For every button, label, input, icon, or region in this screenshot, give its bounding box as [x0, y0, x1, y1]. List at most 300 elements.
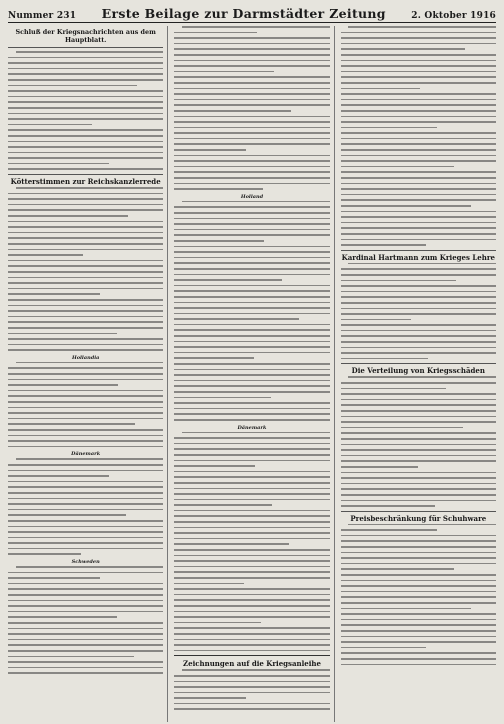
text-line	[8, 152, 163, 154]
text-line	[174, 223, 329, 225]
divider	[341, 511, 496, 512]
text-line	[8, 464, 163, 466]
text-line	[341, 76, 496, 78]
text-line	[341, 399, 496, 401]
text-line	[8, 333, 117, 335]
text-line	[174, 692, 329, 694]
text-line	[174, 110, 290, 112]
text-line	[8, 79, 163, 81]
text-line	[341, 341, 496, 343]
text-line	[341, 352, 496, 354]
text-line	[174, 132, 329, 134]
text-line	[8, 390, 163, 392]
text-line	[341, 427, 464, 429]
text-line	[174, 488, 329, 490]
text-line	[174, 611, 329, 613]
text-line	[174, 71, 273, 73]
text-line	[341, 432, 496, 434]
text-line	[341, 116, 496, 118]
text-line	[8, 310, 163, 312]
text-line	[8, 407, 163, 409]
text-line	[341, 466, 419, 468]
text-line	[8, 656, 134, 658]
text-line	[8, 265, 163, 267]
text-line	[341, 60, 496, 62]
text-line	[8, 548, 163, 550]
text-line	[8, 157, 163, 159]
text-line	[341, 177, 496, 179]
text-line	[341, 641, 496, 643]
text-line	[174, 465, 255, 467]
text-line	[348, 376, 496, 378]
heading-shoe-prices: Preisbeschränkung für Schuhware	[350, 513, 487, 523]
text-line	[8, 209, 163, 211]
text-line	[341, 574, 496, 576]
text-line	[174, 166, 329, 168]
text-line	[16, 51, 164, 53]
text-line	[341, 460, 496, 462]
text-line	[174, 681, 329, 683]
text-line	[8, 498, 163, 500]
text-line	[174, 313, 329, 315]
text-line	[8, 367, 163, 369]
text-line	[174, 402, 329, 404]
text-line	[8, 622, 163, 624]
text-line	[174, 149, 245, 151]
text-line	[174, 419, 329, 421]
text-line	[341, 93, 496, 95]
text-line	[8, 401, 163, 403]
text-line	[341, 268, 496, 270]
body-text	[174, 669, 329, 710]
text-line	[8, 146, 163, 148]
text-line	[8, 583, 163, 585]
text-line	[8, 299, 163, 301]
text-line	[174, 302, 329, 304]
text-line	[341, 160, 496, 162]
text-line	[341, 455, 496, 457]
text-line	[341, 585, 496, 587]
text-line	[341, 449, 496, 451]
text-line	[174, 37, 329, 39]
text-line	[341, 416, 496, 418]
text-line	[174, 251, 329, 253]
text-line	[174, 116, 329, 118]
text-line	[341, 244, 426, 246]
text-line	[174, 675, 329, 677]
text-line	[8, 321, 163, 323]
text-line	[341, 330, 496, 332]
text-line	[8, 90, 163, 92]
text-line	[341, 652, 496, 654]
text-line	[341, 37, 496, 39]
text-line	[174, 357, 253, 359]
text-line	[341, 104, 496, 106]
text-line	[174, 566, 329, 568]
body-text	[8, 187, 163, 351]
text-line	[341, 619, 496, 621]
text-line	[16, 187, 164, 189]
text-line	[8, 446, 163, 448]
text-line	[8, 107, 163, 109]
text-line	[174, 650, 329, 652]
subheading-holland: Holland	[240, 193, 264, 200]
text-line	[174, 510, 329, 512]
column-middle	[174, 26, 334, 722]
text-line	[8, 232, 163, 234]
text-line	[341, 99, 496, 101]
text-line	[174, 285, 329, 287]
text-line	[174, 627, 329, 629]
text-line	[174, 93, 329, 95]
text-line	[8, 277, 163, 279]
text-line	[341, 347, 496, 349]
text-line	[182, 26, 330, 28]
text-line	[174, 605, 329, 607]
text-line	[174, 218, 329, 220]
text-line	[174, 622, 261, 624]
issue-date: 2. Oktober 1916	[411, 11, 496, 21]
text-line	[8, 616, 117, 618]
text-line	[341, 274, 496, 276]
text-line	[174, 234, 329, 236]
text-line	[174, 644, 329, 646]
text-line	[341, 647, 426, 649]
text-line	[341, 483, 496, 485]
subheading-hollandia: Hollandia	[71, 354, 100, 361]
text-line	[8, 129, 163, 131]
text-line	[341, 624, 496, 626]
text-line	[341, 500, 496, 502]
body-text	[8, 458, 163, 555]
text-line	[8, 475, 109, 477]
text-line	[174, 229, 329, 231]
text-line	[174, 413, 329, 415]
text-line	[8, 611, 163, 613]
text-line	[341, 183, 496, 185]
text-line	[8, 440, 163, 442]
text-line	[8, 163, 109, 165]
text-line	[8, 418, 163, 420]
text-line	[8, 605, 163, 607]
text-line	[174, 121, 329, 123]
heading-cardinal-hartmann: Kardinal Hartmann zum Krieges Lehre	[341, 252, 495, 262]
text-line	[8, 344, 163, 346]
text-line	[8, 349, 163, 351]
text-line	[174, 555, 329, 557]
heading-war-news: Schluß der Kriegsnachrichten aus dem Hauptblatt.	[15, 28, 156, 44]
text-line	[174, 177, 329, 179]
text-line	[174, 48, 329, 50]
text-line	[174, 127, 329, 129]
text-line	[174, 268, 329, 270]
text-line	[174, 521, 329, 523]
body-text	[341, 263, 496, 360]
text-line	[341, 149, 496, 151]
text-line	[341, 335, 496, 337]
text-line	[174, 346, 329, 348]
text-line	[8, 412, 163, 414]
text-line	[174, 408, 329, 410]
text-line	[8, 537, 163, 539]
text-line	[341, 166, 454, 168]
text-line	[8, 373, 163, 375]
text-line	[8, 204, 163, 206]
text-line	[174, 274, 329, 276]
text-line	[8, 254, 83, 256]
text-line	[16, 362, 164, 364]
text-line	[341, 54, 496, 56]
text-line	[174, 60, 329, 62]
text-line	[341, 488, 496, 490]
text-line	[174, 499, 329, 501]
divider	[341, 250, 496, 251]
text-line	[341, 138, 496, 140]
issue-number: Nummer 231	[8, 11, 77, 21]
text-line	[174, 538, 329, 540]
text-line	[8, 62, 163, 64]
text-line	[341, 613, 496, 615]
body-text	[174, 201, 329, 421]
text-line	[8, 542, 163, 544]
text-line	[8, 509, 163, 511]
text-line	[174, 143, 329, 145]
text-line	[341, 410, 496, 412]
text-line	[16, 458, 164, 460]
text-line	[348, 26, 496, 28]
text-line	[341, 444, 496, 446]
text-line	[174, 341, 329, 343]
text-line	[8, 429, 163, 431]
text-line	[341, 505, 436, 507]
text-line	[341, 472, 496, 474]
column-right	[341, 26, 496, 722]
text-line	[348, 263, 496, 265]
text-line	[8, 481, 163, 483]
text-line	[8, 271, 163, 273]
text-line	[341, 313, 496, 315]
heading-war-loan: Zeichnungen auf die Kriegsanleihe	[183, 659, 321, 669]
text-line	[8, 226, 163, 228]
text-line	[8, 531, 163, 533]
text-line	[174, 374, 329, 376]
text-line	[174, 493, 329, 495]
text-line	[174, 571, 329, 573]
text-line	[174, 318, 298, 320]
text-line	[174, 160, 329, 162]
text-line	[174, 577, 329, 579]
text-line	[341, 393, 496, 395]
text-line	[341, 127, 437, 129]
text-line	[8, 237, 163, 239]
text-line	[174, 82, 329, 84]
text-line	[174, 279, 281, 281]
text-line	[174, 138, 329, 140]
text-line	[174, 32, 256, 34]
text-line	[8, 650, 163, 652]
body-text	[341, 26, 496, 246]
text-line	[341, 132, 496, 134]
text-line	[341, 71, 496, 73]
text-line	[8, 221, 163, 223]
text-line	[341, 421, 496, 423]
text-line	[341, 568, 454, 570]
text-line	[341, 535, 496, 537]
text-line	[8, 118, 163, 120]
body-text	[8, 362, 163, 448]
heading-chancellor-speech: Kötterstimmen zur Reichskanzlerrede	[10, 177, 161, 187]
text-line	[341, 199, 496, 201]
text-line	[174, 532, 329, 534]
text-line	[174, 515, 329, 517]
text-line	[8, 338, 163, 340]
text-line	[341, 324, 496, 326]
text-line	[174, 76, 329, 78]
text-line	[8, 572, 163, 574]
text-line	[8, 639, 163, 641]
divider	[341, 363, 496, 364]
text-line	[8, 661, 163, 663]
text-line	[341, 552, 496, 554]
text-line	[341, 630, 496, 632]
text-line	[174, 307, 329, 309]
text-line	[8, 553, 81, 555]
text-line	[341, 155, 496, 157]
text-line	[8, 215, 128, 217]
text-line	[341, 358, 428, 360]
text-line	[8, 85, 137, 87]
text-line	[174, 104, 329, 106]
text-line	[341, 438, 496, 440]
text-line	[174, 262, 329, 264]
text-line	[174, 594, 329, 596]
text-line	[341, 563, 496, 565]
text-line	[174, 476, 329, 478]
text-line	[174, 155, 329, 157]
text-line	[341, 65, 496, 67]
text-line	[8, 600, 163, 602]
text-line	[174, 240, 264, 242]
text-line	[8, 141, 163, 143]
text-line	[341, 664, 496, 666]
text-line	[174, 639, 329, 641]
text-line	[8, 168, 163, 170]
text-line	[341, 591, 496, 593]
text-line	[341, 494, 496, 496]
text-line	[341, 194, 496, 196]
text-line	[341, 636, 496, 638]
text-line	[8, 249, 163, 251]
text-line	[8, 113, 163, 115]
text-line	[8, 282, 163, 284]
text-line	[174, 697, 245, 699]
body-text	[174, 26, 329, 190]
text-line	[8, 486, 163, 488]
text-line	[341, 658, 496, 660]
text-line	[341, 308, 496, 310]
text-line	[8, 316, 163, 318]
text-line	[341, 319, 411, 321]
text-line	[341, 285, 496, 287]
column-left	[8, 26, 168, 722]
text-line	[174, 257, 329, 259]
text-line	[174, 616, 329, 618]
text-line	[341, 82, 496, 84]
text-line	[8, 435, 163, 437]
text-line	[174, 183, 329, 185]
text-line	[341, 239, 496, 241]
text-line	[341, 205, 471, 207]
text-line	[182, 669, 330, 671]
text-line	[341, 608, 471, 610]
heading-war-damages: Die Verteilung von Kriegsschäden	[351, 366, 485, 376]
text-line	[8, 594, 163, 596]
body-text	[341, 524, 496, 665]
text-line	[174, 391, 329, 393]
body-text	[8, 51, 163, 170]
text-line	[341, 388, 447, 390]
text-line	[8, 260, 163, 262]
text-line	[8, 628, 163, 630]
text-line	[8, 124, 92, 126]
text-line	[341, 580, 496, 582]
text-line	[8, 633, 163, 635]
text-line	[174, 335, 329, 337]
text-line	[174, 437, 329, 439]
text-line	[341, 143, 496, 145]
text-line	[174, 290, 329, 292]
text-line	[174, 583, 244, 585]
text-line	[341, 296, 496, 298]
text-line	[174, 206, 329, 208]
text-line	[174, 599, 329, 601]
text-line	[8, 198, 163, 200]
text-line	[174, 549, 329, 551]
text-line	[341, 557, 496, 559]
subheading-denmark: Dänemark	[71, 451, 101, 458]
text-line	[341, 188, 496, 190]
text-line	[341, 291, 496, 293]
text-line	[8, 96, 163, 98]
text-line	[174, 588, 329, 590]
text-line	[341, 171, 496, 173]
text-line	[341, 211, 496, 213]
text-line	[341, 88, 420, 90]
text-line	[8, 588, 163, 590]
text-line	[341, 227, 496, 229]
newspaper-title: Erste Beilage zur Darmstädter Zeitung	[101, 6, 386, 21]
divider	[8, 47, 163, 48]
text-line	[174, 703, 329, 705]
text-line	[341, 382, 496, 384]
text-line	[341, 280, 456, 282]
text-line	[341, 233, 496, 235]
text-line	[8, 193, 163, 195]
subheading-sweden: Schweden	[71, 559, 100, 566]
text-line	[174, 188, 263, 190]
text-line	[341, 121, 496, 123]
text-line	[8, 667, 163, 669]
text-line	[341, 110, 496, 112]
article-columns	[8, 26, 496, 722]
text-line	[8, 327, 163, 329]
text-line	[174, 246, 329, 248]
text-line	[174, 543, 289, 545]
text-line	[8, 526, 163, 528]
text-line	[341, 477, 496, 479]
text-line	[8, 73, 163, 75]
text-line	[341, 48, 465, 50]
